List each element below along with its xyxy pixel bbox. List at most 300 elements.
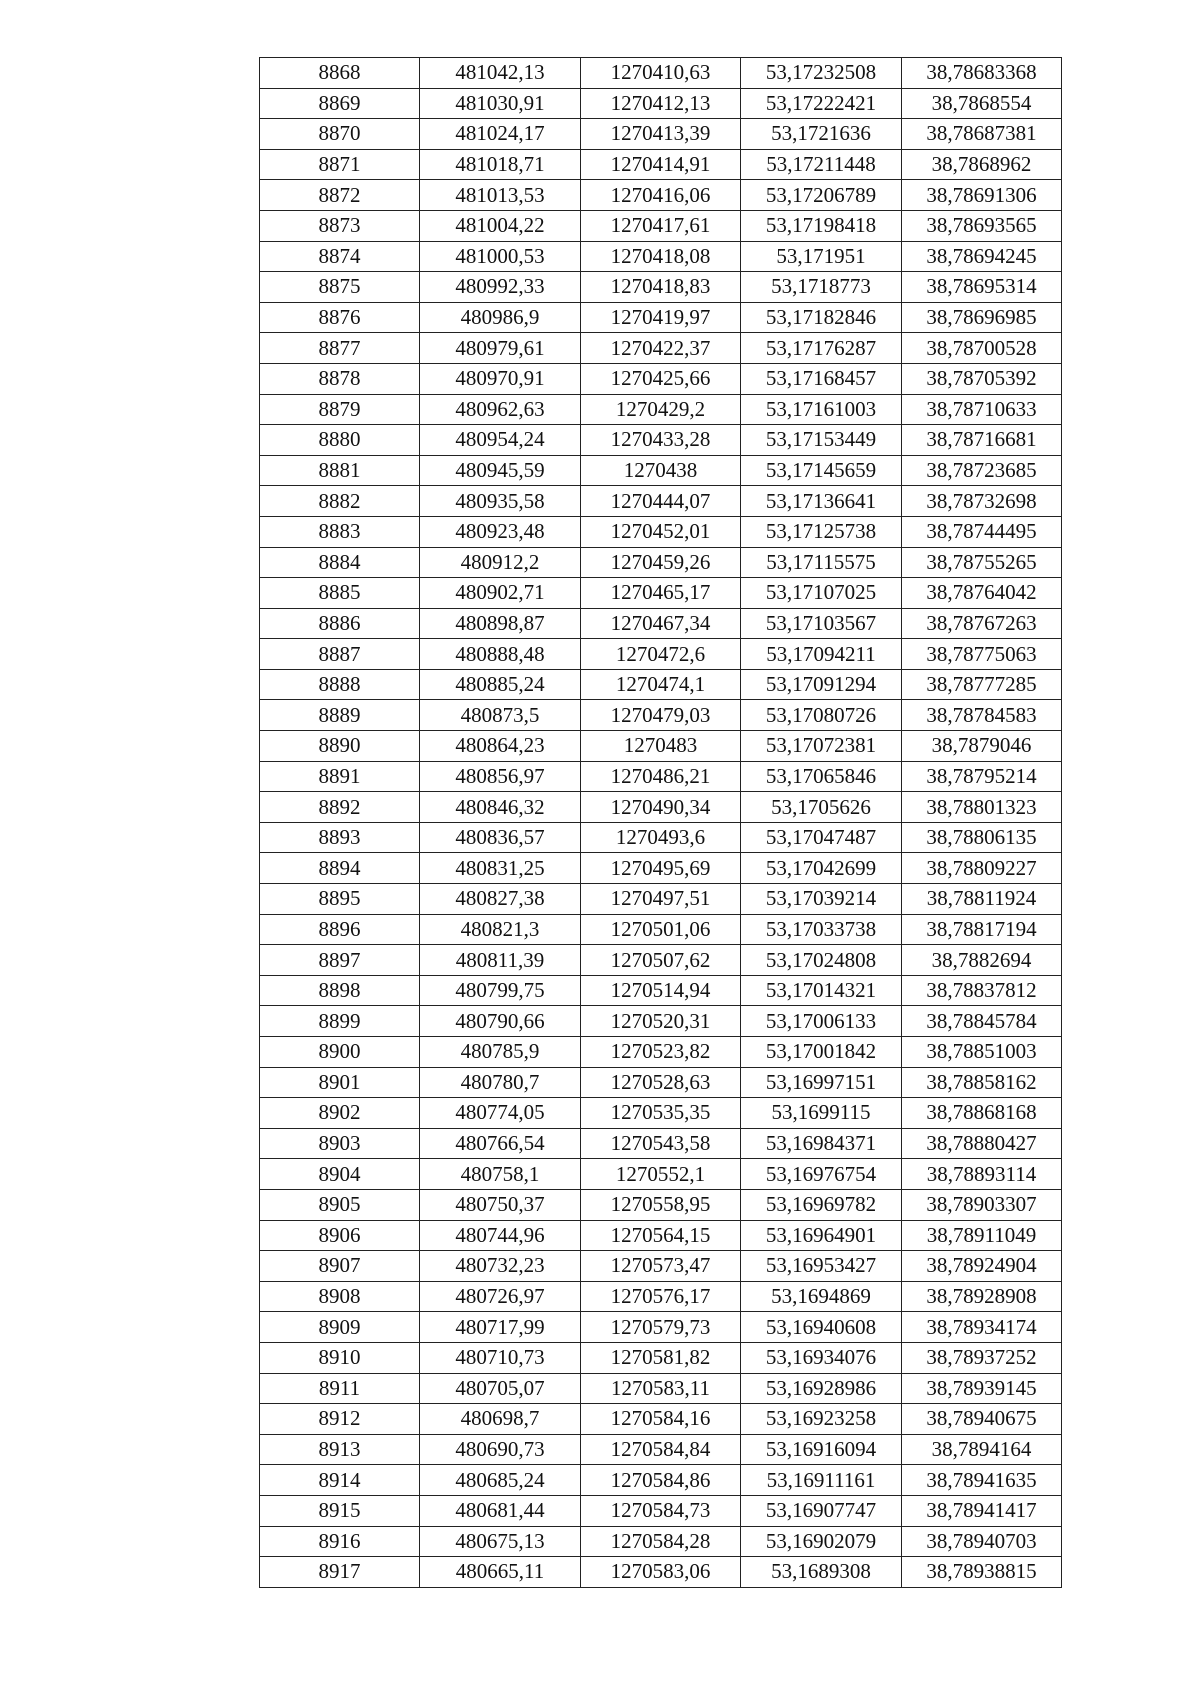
point-number-cell: 8905 — [260, 1189, 420, 1220]
table-row — [260, 241, 1062, 272]
latitude-cell: 53,17033738 — [741, 914, 902, 945]
longitude-cell: 38,78928908 — [902, 1281, 1062, 1312]
latitude-cell: 53,17001842 — [741, 1037, 902, 1068]
table-row — [260, 119, 1062, 150]
x-coordinate-cell: 480717,99 — [420, 1312, 581, 1343]
latitude-cell: 53,1721636 — [741, 119, 902, 150]
longitude-cell: 38,78845784 — [902, 1006, 1062, 1037]
point-number-cell: 8868 — [260, 58, 420, 89]
table-row — [260, 1159, 1062, 1190]
latitude-cell: 53,17211448 — [741, 149, 902, 180]
y-coordinate-cell: 1270438 — [581, 455, 741, 486]
point-number-cell: 8916 — [260, 1526, 420, 1557]
table-row — [260, 945, 1062, 976]
y-coordinate-cell: 1270514,94 — [581, 975, 741, 1006]
x-coordinate-cell: 480992,33 — [420, 272, 581, 303]
x-coordinate-cell: 481000,53 — [420, 241, 581, 272]
y-coordinate-cell: 1270576,17 — [581, 1281, 741, 1312]
table-row — [260, 1434, 1062, 1465]
table-row — [260, 731, 1062, 762]
x-coordinate-cell: 480710,73 — [420, 1342, 581, 1373]
latitude-cell: 53,16911161 — [741, 1465, 902, 1496]
x-coordinate-cell: 480821,3 — [420, 914, 581, 945]
table-row — [260, 853, 1062, 884]
longitude-cell: 38,78940703 — [902, 1526, 1062, 1557]
table-row — [260, 58, 1062, 89]
longitude-cell: 38,78806135 — [902, 822, 1062, 853]
latitude-cell: 53,17065846 — [741, 761, 902, 792]
x-coordinate-cell: 480790,66 — [420, 1006, 581, 1037]
y-coordinate-cell: 1270581,82 — [581, 1342, 741, 1373]
point-number-cell: 8913 — [260, 1434, 420, 1465]
x-coordinate-cell: 480954,24 — [420, 425, 581, 456]
x-coordinate-cell: 480912,2 — [420, 547, 581, 578]
latitude-cell: 53,17115575 — [741, 547, 902, 578]
x-coordinate-cell: 480766,54 — [420, 1128, 581, 1159]
table-row — [260, 975, 1062, 1006]
longitude-cell: 38,78693565 — [902, 210, 1062, 241]
table-row — [260, 914, 1062, 945]
y-coordinate-cell: 1270579,73 — [581, 1312, 741, 1343]
latitude-cell: 53,16997151 — [741, 1067, 902, 1098]
point-number-cell: 8903 — [260, 1128, 420, 1159]
table-row — [260, 272, 1062, 303]
y-coordinate-cell: 1270459,26 — [581, 547, 741, 578]
y-coordinate-cell: 1270543,58 — [581, 1128, 741, 1159]
y-coordinate-cell: 1270410,63 — [581, 58, 741, 89]
longitude-cell: 38,78767263 — [902, 608, 1062, 639]
table-row — [260, 1526, 1062, 1557]
y-coordinate-cell: 1270425,66 — [581, 363, 741, 394]
y-coordinate-cell: 1270507,62 — [581, 945, 741, 976]
point-number-cell: 8869 — [260, 88, 420, 119]
longitude-cell: 38,78880427 — [902, 1128, 1062, 1159]
y-coordinate-cell: 1270429,2 — [581, 394, 741, 425]
table-row — [260, 180, 1062, 211]
latitude-cell: 53,17198418 — [741, 210, 902, 241]
x-coordinate-cell: 480675,13 — [420, 1526, 581, 1557]
latitude-cell: 53,17145659 — [741, 455, 902, 486]
longitude-cell: 38,78809227 — [902, 853, 1062, 884]
longitude-cell: 38,78755265 — [902, 547, 1062, 578]
table-row — [260, 578, 1062, 609]
point-number-cell: 8912 — [260, 1404, 420, 1435]
longitude-cell: 38,7879046 — [902, 731, 1062, 762]
longitude-cell: 38,78817194 — [902, 914, 1062, 945]
y-coordinate-cell: 1270528,63 — [581, 1067, 741, 1098]
longitude-cell: 38,78924904 — [902, 1251, 1062, 1282]
latitude-cell: 53,17206789 — [741, 180, 902, 211]
point-number-cell: 8876 — [260, 302, 420, 333]
point-number-cell: 8891 — [260, 761, 420, 792]
x-coordinate-cell: 480970,91 — [420, 363, 581, 394]
y-coordinate-cell: 1270452,01 — [581, 516, 741, 547]
point-number-cell: 8885 — [260, 578, 420, 609]
latitude-cell: 53,17094211 — [741, 639, 902, 670]
longitude-cell: 38,78695314 — [902, 272, 1062, 303]
point-number-cell: 8907 — [260, 1251, 420, 1282]
x-coordinate-cell: 480750,37 — [420, 1189, 581, 1220]
point-number-cell: 8888 — [260, 669, 420, 700]
longitude-cell: 38,78893114 — [902, 1159, 1062, 1190]
longitude-cell: 38,78903307 — [902, 1189, 1062, 1220]
latitude-cell: 53,17168457 — [741, 363, 902, 394]
table-row — [260, 333, 1062, 364]
y-coordinate-cell: 1270433,28 — [581, 425, 741, 456]
point-number-cell: 8872 — [260, 180, 420, 211]
longitude-cell: 38,7894164 — [902, 1434, 1062, 1465]
x-coordinate-cell: 480685,24 — [420, 1465, 581, 1496]
x-coordinate-cell: 480846,32 — [420, 792, 581, 823]
x-coordinate-cell: 480986,9 — [420, 302, 581, 333]
table-row — [260, 1312, 1062, 1343]
longitude-cell: 38,78705392 — [902, 363, 1062, 394]
x-coordinate-cell: 480774,05 — [420, 1098, 581, 1129]
table-row — [260, 1404, 1062, 1435]
point-number-cell: 8908 — [260, 1281, 420, 1312]
point-number-cell: 8901 — [260, 1067, 420, 1098]
y-coordinate-cell: 1270467,34 — [581, 608, 741, 639]
point-number-cell: 8915 — [260, 1495, 420, 1526]
table-row — [260, 547, 1062, 578]
x-coordinate-cell: 480831,25 — [420, 853, 581, 884]
point-number-cell: 8874 — [260, 241, 420, 272]
y-coordinate-cell: 1270419,97 — [581, 302, 741, 333]
latitude-cell: 53,17072381 — [741, 731, 902, 762]
latitude-cell: 53,17047487 — [741, 822, 902, 853]
point-number-cell: 8917 — [260, 1557, 420, 1588]
y-coordinate-cell: 1270479,03 — [581, 700, 741, 731]
y-coordinate-cell: 1270483 — [581, 731, 741, 762]
point-number-cell: 8910 — [260, 1342, 420, 1373]
longitude-cell: 38,78696985 — [902, 302, 1062, 333]
point-number-cell: 8873 — [260, 210, 420, 241]
latitude-cell: 53,17107025 — [741, 578, 902, 609]
longitude-cell: 38,78694245 — [902, 241, 1062, 272]
point-number-cell: 8904 — [260, 1159, 420, 1190]
point-number-cell: 8882 — [260, 486, 420, 517]
table-row — [260, 1557, 1062, 1588]
table-row — [260, 486, 1062, 517]
y-coordinate-cell: 1270584,86 — [581, 1465, 741, 1496]
latitude-cell: 53,17006133 — [741, 1006, 902, 1037]
point-number-cell: 8889 — [260, 700, 420, 731]
point-number-cell: 8883 — [260, 516, 420, 547]
y-coordinate-cell: 1270552,1 — [581, 1159, 741, 1190]
latitude-cell: 53,16916094 — [741, 1434, 902, 1465]
latitude-cell: 53,17039214 — [741, 884, 902, 915]
y-coordinate-cell: 1270413,39 — [581, 119, 741, 150]
x-coordinate-cell: 480758,1 — [420, 1159, 581, 1190]
point-number-cell: 8894 — [260, 853, 420, 884]
y-coordinate-cell: 1270465,17 — [581, 578, 741, 609]
y-coordinate-cell: 1270490,34 — [581, 792, 741, 823]
longitude-cell: 38,78939145 — [902, 1373, 1062, 1404]
latitude-cell: 53,17153449 — [741, 425, 902, 456]
latitude-cell: 53,17080726 — [741, 700, 902, 731]
y-coordinate-cell: 1270584,28 — [581, 1526, 741, 1557]
x-coordinate-cell: 480923,48 — [420, 516, 581, 547]
longitude-cell: 38,78911049 — [902, 1220, 1062, 1251]
table-row — [260, 1006, 1062, 1037]
point-number-cell: 8884 — [260, 547, 420, 578]
longitude-cell: 38,78934174 — [902, 1312, 1062, 1343]
y-coordinate-cell: 1270495,69 — [581, 853, 741, 884]
longitude-cell: 38,78764042 — [902, 578, 1062, 609]
y-coordinate-cell: 1270418,83 — [581, 272, 741, 303]
y-coordinate-cell: 1270422,37 — [581, 333, 741, 364]
longitude-cell: 38,78732698 — [902, 486, 1062, 517]
x-coordinate-cell: 480698,7 — [420, 1404, 581, 1435]
longitude-cell: 38,78784583 — [902, 700, 1062, 731]
y-coordinate-cell: 1270472,6 — [581, 639, 741, 670]
table-row — [260, 210, 1062, 241]
y-coordinate-cell: 1270444,07 — [581, 486, 741, 517]
x-coordinate-cell: 480898,87 — [420, 608, 581, 639]
latitude-cell: 53,16902079 — [741, 1526, 902, 1557]
x-coordinate-cell: 480726,97 — [420, 1281, 581, 1312]
x-coordinate-cell: 480811,39 — [420, 945, 581, 976]
point-number-cell: 8898 — [260, 975, 420, 1006]
y-coordinate-cell: 1270497,51 — [581, 884, 741, 915]
x-coordinate-cell: 480856,97 — [420, 761, 581, 792]
x-coordinate-cell: 481042,13 — [420, 58, 581, 89]
x-coordinate-cell: 480744,96 — [420, 1220, 581, 1251]
longitude-cell: 38,78795214 — [902, 761, 1062, 792]
point-number-cell: 8899 — [260, 1006, 420, 1037]
x-coordinate-cell: 480681,44 — [420, 1495, 581, 1526]
x-coordinate-cell: 480902,71 — [420, 578, 581, 609]
latitude-cell: 53,16934076 — [741, 1342, 902, 1373]
point-number-cell: 8871 — [260, 149, 420, 180]
y-coordinate-cell: 1270416,06 — [581, 180, 741, 211]
table-row — [260, 669, 1062, 700]
coordinates-table-body — [260, 58, 1062, 1588]
x-coordinate-cell: 481030,91 — [420, 88, 581, 119]
latitude-cell: 53,1705626 — [741, 792, 902, 823]
longitude-cell: 38,78811924 — [902, 884, 1062, 915]
x-coordinate-cell: 480732,23 — [420, 1251, 581, 1282]
x-coordinate-cell: 481018,71 — [420, 149, 581, 180]
longitude-cell: 38,78700528 — [902, 333, 1062, 364]
x-coordinate-cell: 480690,73 — [420, 1434, 581, 1465]
latitude-cell: 53,16940608 — [741, 1312, 902, 1343]
coordinates-table — [259, 57, 1062, 1588]
y-coordinate-cell: 1270573,47 — [581, 1251, 741, 1282]
table-row — [260, 1251, 1062, 1282]
latitude-cell: 53,17125738 — [741, 516, 902, 547]
x-coordinate-cell: 481024,17 — [420, 119, 581, 150]
latitude-cell: 53,1689308 — [741, 1557, 902, 1588]
y-coordinate-cell: 1270558,95 — [581, 1189, 741, 1220]
table-row — [260, 1067, 1062, 1098]
longitude-cell: 38,78687381 — [902, 119, 1062, 150]
table-row — [260, 302, 1062, 333]
table-row — [260, 363, 1062, 394]
point-number-cell: 8890 — [260, 731, 420, 762]
y-coordinate-cell: 1270486,21 — [581, 761, 741, 792]
longitude-cell: 38,78744495 — [902, 516, 1062, 547]
point-number-cell: 8870 — [260, 119, 420, 150]
longitude-cell: 38,78801323 — [902, 792, 1062, 823]
latitude-cell: 53,17014321 — [741, 975, 902, 1006]
latitude-cell: 53,17042699 — [741, 853, 902, 884]
latitude-cell: 53,171951 — [741, 241, 902, 272]
longitude-cell: 38,78937252 — [902, 1342, 1062, 1373]
longitude-cell: 38,78710633 — [902, 394, 1062, 425]
table-row — [260, 1465, 1062, 1496]
x-coordinate-cell: 480780,7 — [420, 1067, 581, 1098]
longitude-cell: 38,78683368 — [902, 58, 1062, 89]
table-row — [260, 1128, 1062, 1159]
table-row — [260, 516, 1062, 547]
point-number-cell: 8892 — [260, 792, 420, 823]
x-coordinate-cell: 480935,58 — [420, 486, 581, 517]
longitude-cell: 38,78851003 — [902, 1037, 1062, 1068]
y-coordinate-cell: 1270412,13 — [581, 88, 741, 119]
point-number-cell: 8896 — [260, 914, 420, 945]
latitude-cell: 53,16984371 — [741, 1128, 902, 1159]
latitude-cell: 53,16907747 — [741, 1495, 902, 1526]
x-coordinate-cell: 480785,9 — [420, 1037, 581, 1068]
y-coordinate-cell: 1270501,06 — [581, 914, 741, 945]
point-number-cell: 8877 — [260, 333, 420, 364]
y-coordinate-cell: 1270474,1 — [581, 669, 741, 700]
point-number-cell: 8879 — [260, 394, 420, 425]
point-number-cell: 8875 — [260, 272, 420, 303]
latitude-cell: 53,1699115 — [741, 1098, 902, 1129]
longitude-cell: 38,78941635 — [902, 1465, 1062, 1496]
x-coordinate-cell: 480864,23 — [420, 731, 581, 762]
y-coordinate-cell: 1270414,91 — [581, 149, 741, 180]
y-coordinate-cell: 1270493,6 — [581, 822, 741, 853]
latitude-cell: 53,17182846 — [741, 302, 902, 333]
y-coordinate-cell: 1270584,16 — [581, 1404, 741, 1435]
longitude-cell: 38,7868554 — [902, 88, 1062, 119]
latitude-cell: 53,17091294 — [741, 669, 902, 700]
table-row — [260, 1373, 1062, 1404]
longitude-cell: 38,78775063 — [902, 639, 1062, 670]
latitude-cell: 53,17222421 — [741, 88, 902, 119]
table-row — [260, 761, 1062, 792]
table-row — [260, 700, 1062, 731]
latitude-cell: 53,17136641 — [741, 486, 902, 517]
point-number-cell: 8887 — [260, 639, 420, 670]
point-number-cell: 8906 — [260, 1220, 420, 1251]
y-coordinate-cell: 1270584,84 — [581, 1434, 741, 1465]
y-coordinate-cell: 1270535,35 — [581, 1098, 741, 1129]
table-row — [260, 1220, 1062, 1251]
y-coordinate-cell: 1270564,15 — [581, 1220, 741, 1251]
y-coordinate-cell: 1270523,82 — [581, 1037, 741, 1068]
table-row — [260, 884, 1062, 915]
x-coordinate-cell: 480665,11 — [420, 1557, 581, 1588]
x-coordinate-cell: 480705,07 — [420, 1373, 581, 1404]
y-coordinate-cell: 1270583,11 — [581, 1373, 741, 1404]
x-coordinate-cell: 480827,38 — [420, 884, 581, 915]
x-coordinate-cell: 480979,61 — [420, 333, 581, 364]
table-row — [260, 1189, 1062, 1220]
point-number-cell: 8900 — [260, 1037, 420, 1068]
point-number-cell: 8895 — [260, 884, 420, 915]
point-number-cell: 8909 — [260, 1312, 420, 1343]
longitude-cell: 38,78691306 — [902, 180, 1062, 211]
x-coordinate-cell: 480962,63 — [420, 394, 581, 425]
point-number-cell: 8893 — [260, 822, 420, 853]
latitude-cell: 53,16976754 — [741, 1159, 902, 1190]
longitude-cell: 38,78723685 — [902, 455, 1062, 486]
point-number-cell: 8878 — [260, 363, 420, 394]
x-coordinate-cell: 480945,59 — [420, 455, 581, 486]
x-coordinate-cell: 481013,53 — [420, 180, 581, 211]
table-row — [260, 822, 1062, 853]
table-row — [260, 792, 1062, 823]
latitude-cell: 53,16964901 — [741, 1220, 902, 1251]
table-row — [260, 608, 1062, 639]
point-number-cell: 8881 — [260, 455, 420, 486]
longitude-cell: 38,7868962 — [902, 149, 1062, 180]
latitude-cell: 53,1694869 — [741, 1281, 902, 1312]
latitude-cell: 53,17176287 — [741, 333, 902, 364]
x-coordinate-cell: 480799,75 — [420, 975, 581, 1006]
table-row — [260, 1098, 1062, 1129]
table-row — [260, 149, 1062, 180]
longitude-cell: 38,78837812 — [902, 975, 1062, 1006]
latitude-cell: 53,16969782 — [741, 1189, 902, 1220]
table-row — [260, 455, 1062, 486]
longitude-cell: 38,78941417 — [902, 1495, 1062, 1526]
longitude-cell: 38,78868168 — [902, 1098, 1062, 1129]
point-number-cell: 8897 — [260, 945, 420, 976]
y-coordinate-cell: 1270418,08 — [581, 241, 741, 272]
x-coordinate-cell: 480836,57 — [420, 822, 581, 853]
x-coordinate-cell: 480888,48 — [420, 639, 581, 670]
latitude-cell: 53,16953427 — [741, 1251, 902, 1282]
table-row — [260, 639, 1062, 670]
y-coordinate-cell: 1270583,06 — [581, 1557, 741, 1588]
point-number-cell: 8911 — [260, 1373, 420, 1404]
table-row — [260, 1281, 1062, 1312]
longitude-cell: 38,78777285 — [902, 669, 1062, 700]
point-number-cell: 8902 — [260, 1098, 420, 1129]
point-number-cell: 8914 — [260, 1465, 420, 1496]
table-row — [260, 394, 1062, 425]
y-coordinate-cell: 1270520,31 — [581, 1006, 741, 1037]
y-coordinate-cell: 1270417,61 — [581, 210, 741, 241]
point-number-cell: 8886 — [260, 608, 420, 639]
longitude-cell: 38,78858162 — [902, 1067, 1062, 1098]
latitude-cell: 53,17161003 — [741, 394, 902, 425]
latitude-cell: 53,17232508 — [741, 58, 902, 89]
longitude-cell: 38,78938815 — [902, 1557, 1062, 1588]
x-coordinate-cell: 480873,5 — [420, 700, 581, 731]
latitude-cell: 53,16928986 — [741, 1373, 902, 1404]
table-row — [260, 1495, 1062, 1526]
x-coordinate-cell: 481004,22 — [420, 210, 581, 241]
table-row — [260, 1342, 1062, 1373]
longitude-cell: 38,78940675 — [902, 1404, 1062, 1435]
latitude-cell: 53,17024808 — [741, 945, 902, 976]
table-row — [260, 425, 1062, 456]
x-coordinate-cell: 480885,24 — [420, 669, 581, 700]
table-row — [260, 88, 1062, 119]
table-row — [260, 1037, 1062, 1068]
longitude-cell: 38,7882694 — [902, 945, 1062, 976]
y-coordinate-cell: 1270584,73 — [581, 1495, 741, 1526]
latitude-cell: 53,1718773 — [741, 272, 902, 303]
latitude-cell: 53,16923258 — [741, 1404, 902, 1435]
longitude-cell: 38,78716681 — [902, 425, 1062, 456]
